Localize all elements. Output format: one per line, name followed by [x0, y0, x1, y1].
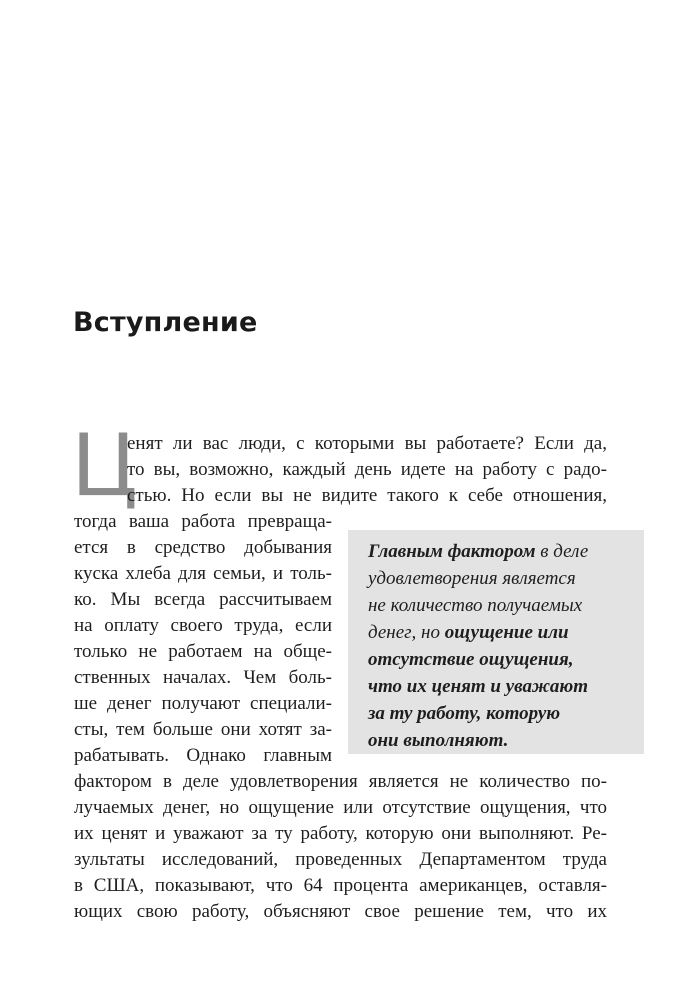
- body-line: ше денег получают специали-: [74, 693, 332, 714]
- body-line: ко. Мы всегда рассчитываем: [74, 589, 332, 610]
- pull-quote-line: удовлетворения является: [368, 568, 576, 589]
- body-line: фактором в деле удовлетворения является не количество по-: [74, 771, 607, 792]
- body-line: тогда ваша работа превраща-: [74, 511, 332, 532]
- body-line: то вы, возможно, каждый день идете на работу с радо-: [127, 459, 607, 480]
- body-line: рабатывать. Однако главным: [74, 745, 332, 766]
- pull-quote-line: за ту работу, которую: [368, 703, 561, 724]
- pull-quote-line: денег, но ощущение или: [368, 622, 569, 643]
- body-line: зультаты исследований, проведенных Департаментом труда: [74, 849, 607, 870]
- body-line: ется в средство добывания: [74, 537, 332, 558]
- body-line: енят ли вас люди, с которыми вы работаете? Если да,: [127, 433, 607, 454]
- body-line: куска хлеба для семьи, и толь-: [74, 563, 332, 584]
- pull-quote-line: что их ценят и уважают: [368, 676, 589, 697]
- pull-quote-line: они выполняют.: [368, 730, 509, 751]
- chapter-title: Вступление: [73, 307, 258, 338]
- pull-quote-line: Главным фактором в деле: [368, 541, 589, 562]
- body-line: на оплату своего труда, если: [74, 615, 332, 636]
- body-line: только не работаем на обще-: [74, 641, 332, 662]
- pull-quote-line: отсутствие ощущения,: [368, 649, 574, 670]
- body-line: ющих свою работу, объясняют свое решение тем, что их: [74, 901, 607, 922]
- drop-cap-letter: Ц: [71, 416, 138, 516]
- body-line: сты, тем больше они хотят за-: [74, 719, 332, 740]
- body-line: их ценят и уважают за ту работу, которую они выполняют. Ре-: [74, 823, 607, 844]
- body-line: стью. Но если вы не видите такого к себе отношения,: [127, 485, 607, 506]
- pull-quote-line: не количество получаемых: [368, 595, 583, 616]
- body-line: лучаемых денег, но ощущение или отсутствие ощущения, что: [74, 797, 607, 818]
- body-line: ственных началах. Чем боль-: [74, 667, 332, 688]
- body-line: в США, показывают, что 64 процента американцев, оставля-: [74, 875, 607, 896]
